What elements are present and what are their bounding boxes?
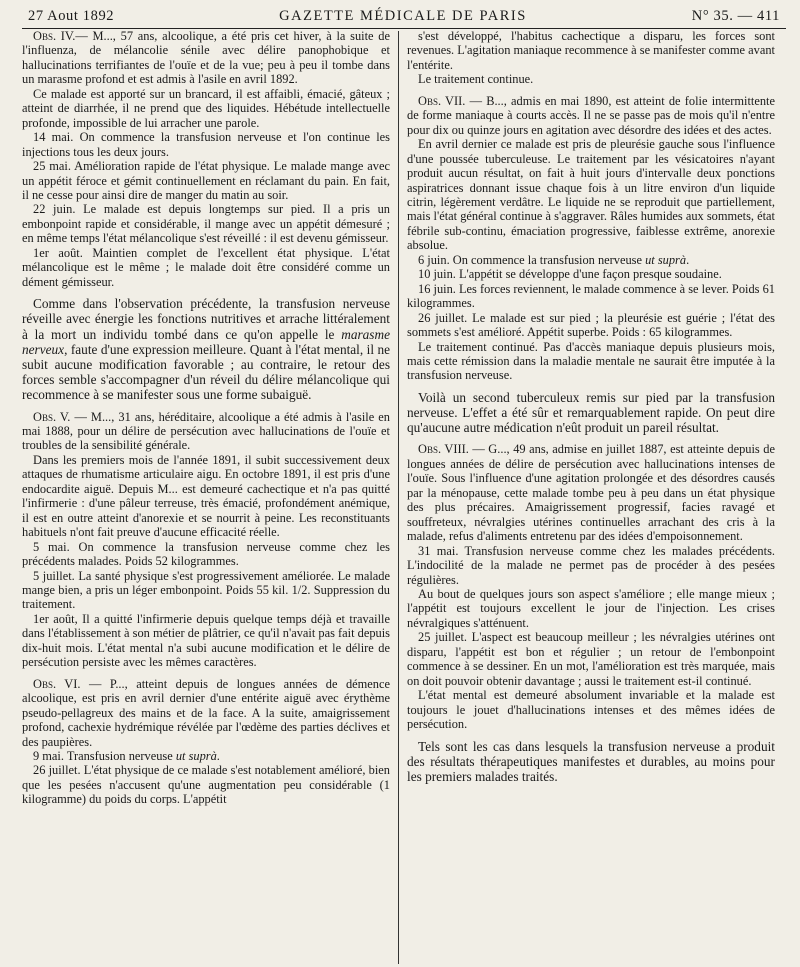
paragraph [22, 159, 390, 202]
observation-label: Obs. VIII. [418, 442, 469, 457]
paragraph-text: Le traitement continue. [418, 72, 534, 87]
paragraph [407, 253, 775, 267]
paragraph [407, 630, 775, 688]
italic-text: ut suprà [645, 252, 687, 267]
paragraph-text: En avril dernier ce malade est pris de pleurésie gauche sous l'influence d'une poussée tuberculeuse. Le traitement par les vésicatoires n'ayant produit aucun résultat, on fait à huit jours d'intervalle deux ponctions aspiratrices donnant issue chaque fois à un litre environ d'un liquide citrin, légèrement verdâtre. Le liquide ne se reproduit que partiellement, mais l'état général continue à s'aggraver. Râles humides aux sommets, état fébrile sub-continu, émaciation progressive, faiblesse extrême, anorexie absolue. [407, 137, 775, 253]
paragraph [407, 544, 775, 587]
paragraph-text: Ce malade est apporté sur un brancard, il est affaibli, émacié, gâteux ; atteint de diarrhée, il ne prend que des liquides. Hébétude intellectuelle profonde, impossible de lui arracher une parole. [22, 86, 390, 130]
paragraph-text: 5 juillet. La santé physique s'est progressivement améliorée. Le malade mange bien, a pris un léger embonpoint. Poids 55 kil. 1/2. Suppression du traitement. [22, 568, 390, 612]
paragraph [22, 569, 390, 612]
paragraph-text: 14 mai. On commence la transfusion nerveuse et l'on continue les injections tous les deux jours. [22, 130, 390, 159]
paragraph [22, 202, 390, 245]
paragraph [22, 296, 390, 402]
paragraph-text: Voilà un second tuberculeux remis sur pied par la transfusion nerveuse. L'effet a été sûr et remarquablement rapide. On peut dire qu'aucune autre médication n'eût produit un pareil résultat. [407, 389, 775, 436]
paragraph-text: 6 juin. On commence la transfusion nerveuse [418, 252, 646, 267]
italic-text: ut suprà [175, 749, 217, 763]
paragraph [407, 739, 775, 785]
paragraph-text: 9 mai. Transfusion nerveuse [33, 749, 176, 763]
journal-title: GAZETTE MÉDICALE DE PARIS [279, 8, 527, 24]
paragraph [22, 246, 390, 289]
two-column-body [22, 29, 786, 964]
paragraph-text: Le traitement continué. Pas d'accès maniaque depuis plusieurs mois, mais cette rémission dans la maladie mentale ne saurait être imputée à la transfusion nerveuse. [407, 339, 775, 383]
paragraph-text: Comme dans l'observation précédente, la transfusion nerveuse réveille avec énergie les fonctions nutritives et arrache littéralement à la mort un individu tombé dans ce qu'on appelle le [22, 296, 390, 342]
paragraph-text: Au bout de quelques jours son aspect s'améliore ; elle mange mieux ; l'appétit est toujours excellent le jour de l'injection. Les crises névralgiques s'atténuent. [407, 587, 775, 630]
paragraph-text: 5 mai. On commence la transfusion nerveuse comme chez les précédents malades. Poids 52 kilogrammes. [22, 539, 390, 569]
left-column [22, 29, 398, 964]
paragraph-text: 10 juin. L'appétit se développe d'une façon presque soudaine. [418, 267, 722, 282]
paragraph [22, 763, 390, 806]
paragraph [22, 540, 390, 569]
paragraph [407, 587, 775, 630]
paragraph-text: — P..., atteint depuis de longues années de démence alcoolique, est pris en avril dernier d'une entérite aiguë avec érythème pseudo-pellagreux des mains et de la face. A la suite, amaigrissement profond, cachexie hydrémique révélée par l'œdème des parties déclives et des paupières. [22, 676, 390, 749]
observation-label: Obs. IV. [33, 29, 76, 43]
paragraph-text: 31 mai. Transfusion nerveuse comme chez les malades précédents. L'indocilité de la malade ne permet pas de procéder à des pesées régulières. [407, 543, 775, 587]
paragraph-text: 16 juin. Les forces reviennent, le malade commence à se lever. Poids 61 kilogrammes. [407, 281, 775, 311]
paragraph [407, 29, 775, 72]
paragraph [407, 137, 775, 253]
paragraph-text: — B..., admis en mai 1890, est atteint de folie intermittente de forme maniaque à courts accès. Il ne se passe pas de mois qu'il n'entre pour dix ou quinze jours en agitation avec désordre des idées et des actes. [407, 93, 775, 137]
paragraph-text: , faute d'une expression meilleure. Quant à l'état mental, il ne subit aucune modification favorable ; au contraire, le retour des forces semble s'accompagner d'un réveil du délire mélancolique qui recommence à se manifester sous une forme subaiguë. [22, 341, 390, 403]
paragraph-text: 22 juin. Le malade est depuis longtemps sur pied. Il a pris un embonpoint rapide et considérable, il mange avec un appétit démesuré ; en même temps l'état mélancolique s'est réveillé : il est devenu gémisseur. [22, 202, 390, 246]
paragraph-text: Tels sont les cas dans lesquels la transfusion nerveuse a produit des résultats thérapeutiques manifestes et durables, au moins pour les premiers malades traités. [407, 738, 775, 784]
paragraph-text: s'est développé, l'habitus cachectique a disparu, les forces sont revenues. L'agitation maniaque recommence à se manifester comme avant l'entérite. [407, 29, 775, 72]
paragraph-text: — M..., 57 ans, alcoolique, a été pris cet hiver, à la suite de l'influenza, de mélancolie sénile avec délire panophobique et hallucinations terrifiantes de l'ouïe et de la vue; peu à peu il tombe dans un marasme profond et est admis à l'asile en avril 1892. [22, 29, 390, 87]
header-date: 27 Aout 1892 [28, 8, 115, 24]
paragraph [22, 749, 390, 763]
paragraph [407, 688, 775, 731]
paragraph [407, 340, 775, 383]
observation-label: Obs. VII. [418, 93, 466, 108]
paragraph-text: 26 juillet. Le malade est sur pied ; la pleurésie est guérie ; l'état des sommets s'est amélioré. Appétit superbe. Poids : 65 kilogrammes. [407, 310, 775, 340]
paragraph [22, 453, 390, 540]
paragraph-text: 1er août, Il a quitté l'infirmerie depuis quelque temps déjà et travaille dans l'établissement à son métier de plâtrier, ce qu'il n'avait pas fait depuis dix-huit mois. L'état mental n'a subi aucune modification et le délire de persécution persiste avec les mêmes caractères. [22, 611, 390, 670]
page-number: N° 35. — 411 [691, 8, 780, 24]
paragraph-text: 25 juillet. L'aspect est beaucoup meilleur ; les névralgies utérines ont disparu, l'appétit est bon et régulier ; un retour de l'embonpoint commence à se dessiner. En un mot, l'amélioration est très marquée, mais on doit pouvoir obtenir davantage ; aussi le traitement est-il continué. [407, 630, 775, 688]
running-header [22, 6, 786, 29]
paragraph [22, 29, 390, 87]
paragraph [22, 612, 390, 670]
paragraph [407, 282, 775, 311]
paragraph [22, 130, 390, 159]
right-column [399, 29, 775, 964]
paragraph-text: . [686, 252, 690, 267]
paragraph-text: 1er août. Maintien complet de l'excellent état physique. L'état mélancolique est le même ; le malade doit être considéré comme un dément gémisseur. [22, 245, 390, 289]
paragraph [407, 311, 775, 340]
observation-label: Obs. V. [33, 409, 71, 424]
paragraph [22, 87, 390, 130]
paragraph-text: L'état mental est demeuré absolument invariable et la malade est toujours le jouet d'hallucinations intenses et des mêmes idées de persécution. [407, 688, 775, 732]
paragraph [407, 390, 775, 436]
paragraph [22, 677, 390, 749]
italic-text: marasme nerveux [22, 326, 390, 357]
paragraph-text: — M..., 31 ans, héréditaire, alcoolique a été admis à l'asile en mai 1888, pour un délire de persécution avec hallucinations de l'ouïe et troubles de la sensibilité générale. [22, 409, 390, 453]
paragraph-text: 25 mai. Amélioration rapide de l'état physique. Le malade mange avec un appétit féroce et gémit continuellement en réclamant du pain. En fait, il ne cesse pour ainsi dire de manger du matin au soir. [22, 159, 390, 202]
paragraph [22, 410, 390, 453]
observation-label: Obs. VI. [33, 676, 81, 691]
paragraph-text: — G..., 49 ans, admise en juillet 1887, est atteinte depuis de longues années de délire de persécution avec hallucinations intenses de l'ouïe. Sous l'influence d'une agitation prolongée et des désordres causés par la ménopause, cette malade tombe peu à peu dans un état physique des plus précaires. Amaigrissement progressif, facies ravagé et souffreteux, névralgies utérines continuelles arrachant des cris à la malade, refus d'aliments entretenu par des idées d'empoisonnement. [407, 442, 775, 544]
paragraph [407, 94, 775, 137]
paragraph-text: . [216, 749, 220, 763]
paragraph-text: 26 juillet. L'état physique de ce malade s'est notablement amélioré, bien que les pesées n'accusent qu'une augmentation peu considérable (1 kilogramme) du poids du corps. L'appétit [22, 763, 390, 807]
paragraph [407, 442, 775, 543]
paragraph-text: Dans les premiers mois de l'année 1891, il subit successivement deux attaques de rhumatisme articulaire aigu. En octobre 1891, il est pris d'une endocardite aiguë. Depuis M... est demeuré cachectique et n'a pas quitté l'infirmerie : d'une pâleur terreuse, très émacié, profondément anémique, il est en outre atteint d'anorexie et se nourrit à peine. Les reconstituants habituels n'ont fait preuve d'aucune efficacité réelle. [22, 452, 390, 540]
paragraph [407, 72, 775, 86]
paragraph [407, 267, 775, 281]
